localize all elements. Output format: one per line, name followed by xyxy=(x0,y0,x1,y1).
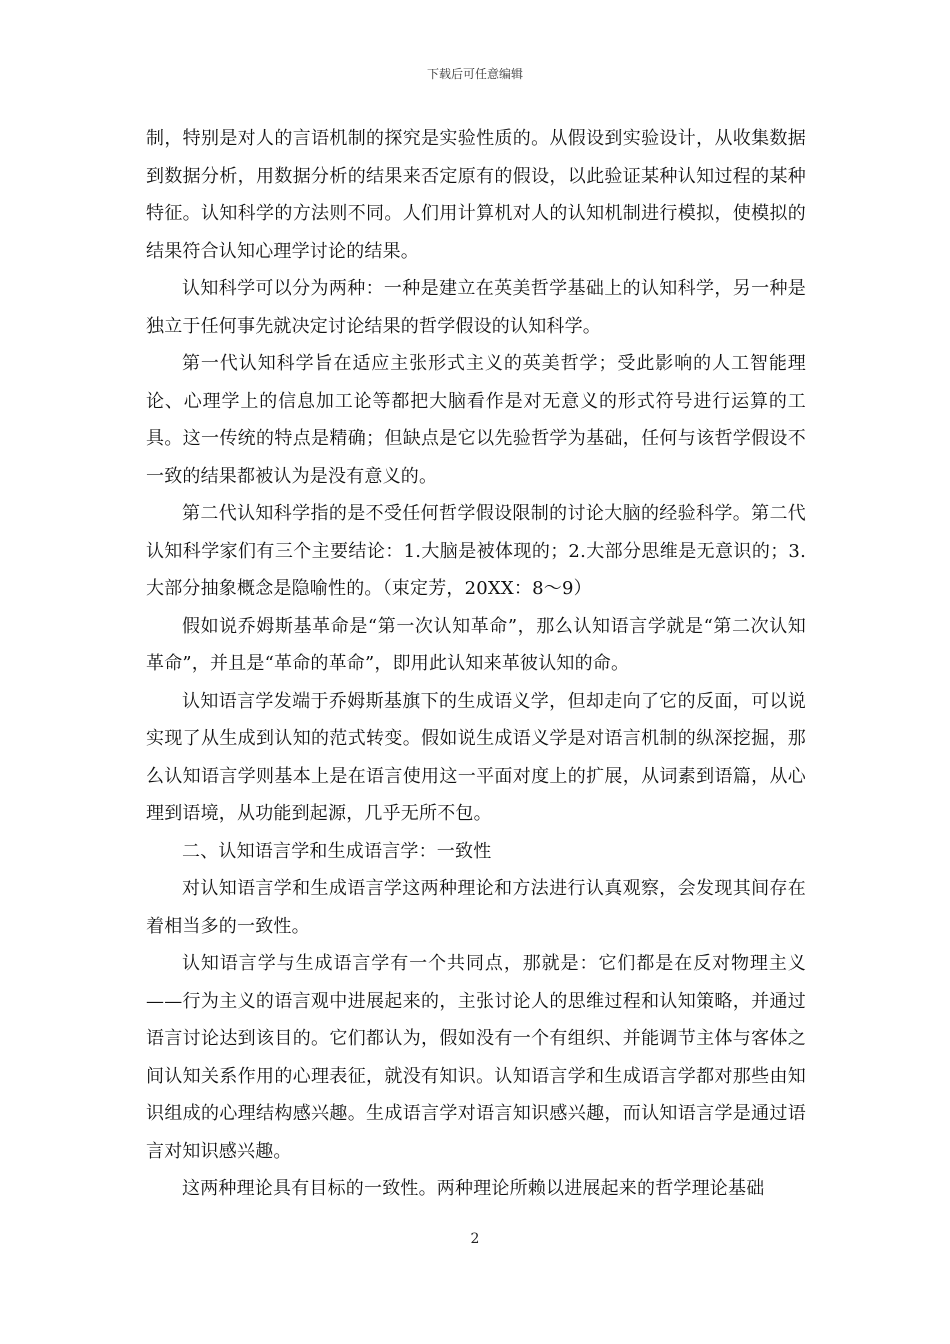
paragraph: 认知语言学发端于乔姆斯基旗下的生成语义学，但却走向了它的反面，可以说实现了从生成到认知的范式转变。假如说生成语义学是对语言机制的纵深挖掘，那么认知语言学则基本上是在语言使用这一平面对度上的扩展，从词素到语篇，从心理到语境，从功能到起源，几乎无所不包。 xyxy=(146,690,806,824)
document-body xyxy=(146,120,806,1208)
page-header: 下载后可任意编辑 xyxy=(426,67,523,81)
paragraph: 认知科学可以分为两种：一种是建立在英美哲学基础上的认知科学，另一种是独立于任何事先就决定讨论结果的哲学假设的认知科学。 xyxy=(146,278,806,337)
paragraph: 第二代认知科学指的是不受任何哲学假设限制的讨论大脑的经验科学。第二代认知科学家们有三个主要结论：1.大脑是被体现的；2.大部分思维是无意识的；3.大部分抽象概念是隐喻性的。（束定芳，20XX：8～9） xyxy=(146,503,806,599)
paragraph: 认知语言学与生成语言学有一个共同点，那就是：它们都是在反对物理主义——行为主义的语言观中进展起来的，主张讨论人的思维过程和认知策略，并通过语言讨论达到该目的。它们都认为，假如没有一个有组织、并能调节主体与客体之间认知关系作用的心理表征，就没有知识。认知语言学和生成语言学都对那些由知识组成的心理结构感兴趣。生成语言学对语言知识感兴趣，而认知语言学是通过语言对知识感兴趣。 xyxy=(146,953,806,1162)
paragraph: 制，特别是对人的言语机制的探究是实验性质的。从假设到实验设计，从收集数据到数据分析，用数据分析的结果来否定原有的假设，以此验证某种认知过程的某种特征。认知科学的方法则不同。人们用计算机对人的认知机制进行模拟，使模拟的结果符合认知心理学讨论的结果。 xyxy=(146,128,806,262)
paragraph: 这两种理论具有目标的一致性。两种理论所赖以进展起来的哲学理论基础 xyxy=(182,1178,765,1199)
paragraph: 第一代认知科学旨在适应主张形式主义的英美哲学；受此影响的人工智能理论、心理学上的信息加工论等都把大脑看作是对无意义的形式符号进行运算的工具。这一传统的特点是精确；但缺点是它以先验哲学为基础，任何与该哲学假设不一致的结果都被认为是没有意义的。 xyxy=(146,353,806,487)
section-heading: 二、认知语言学和生成语言学：一致性 xyxy=(182,840,492,862)
paragraph: 对认知语言学和生成语言学这两种理论和方法进行认真观察，会发现其间存在着相当多的一致性。 xyxy=(146,878,806,937)
page-number: 2 xyxy=(470,1231,480,1247)
paragraph: 假如说乔姆斯基革命是“第一次认知革命”，那么认知语言学就是“第二次认知革命”，并且是“革命的革命”，即用此认知来革彼认知的命。 xyxy=(146,615,806,674)
